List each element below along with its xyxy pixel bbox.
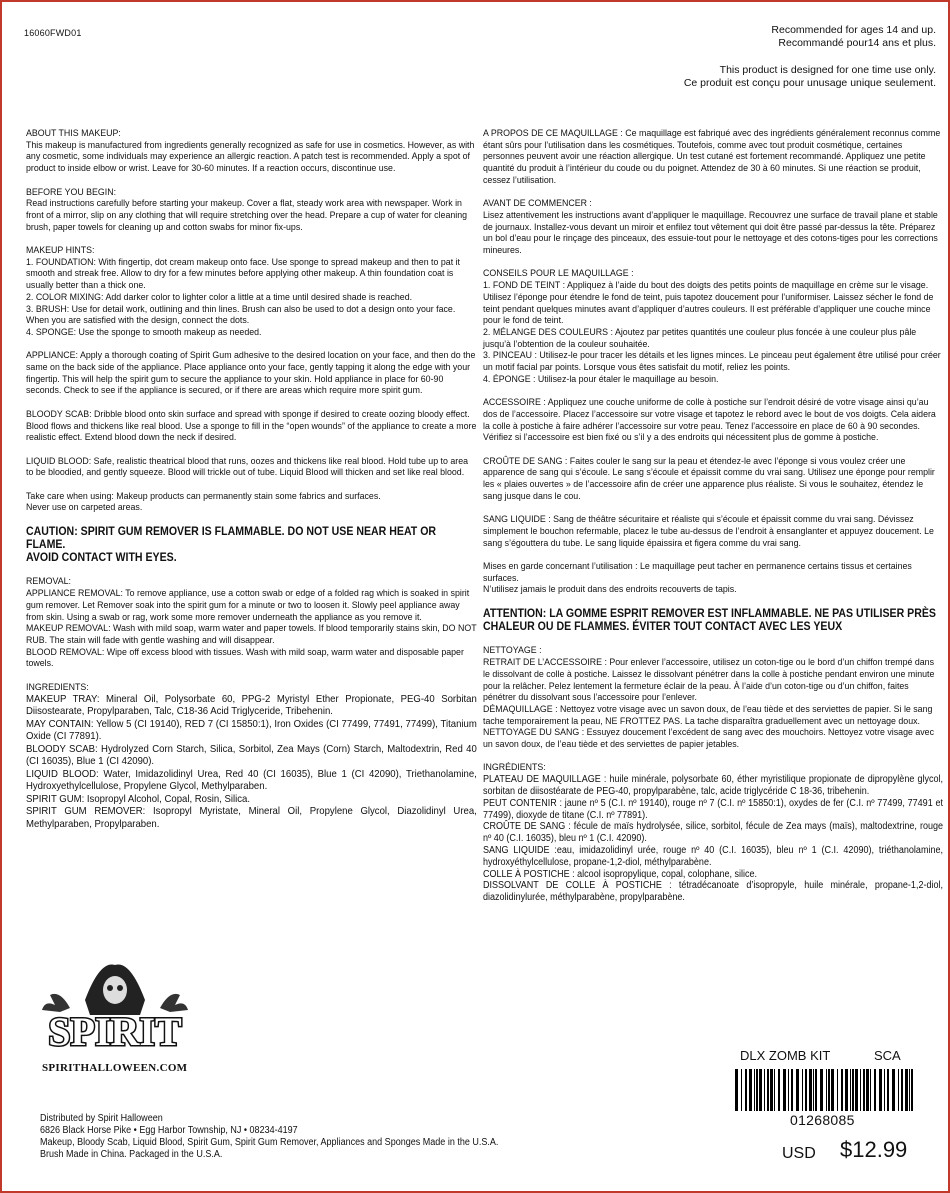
- origin-line-2: Brush Made in China. Packaged in the U.S.A.: [40, 1149, 223, 1160]
- barcode-bar: [820, 1069, 823, 1111]
- ingredient-may-contain: MAY CONTAIN: Yellow 5 (CI 19140), RED 7 (CI 15850:1), Iron Oxides (CI 77499, 77491, 77499), Titanium Oxide (CI 77891).: [26, 718, 477, 742]
- barcode-bar: [749, 1069, 752, 1111]
- barcode-bar: [774, 1069, 775, 1111]
- barcode-bar: [898, 1069, 899, 1111]
- fr-about: A PROPOS DE CE MAQUILLAGE : Ce maquillage est fabriqué avec des ingrédients généralement reconnus comme étant sûrs pour l’utilisation dans les cosmétiques. Toutefois, comme avec tout produit cosmétique, certaines personnes peuvent avoir une réaction allergique. Un test cutané est fortement recommandé. Appliquez une petite quantité du produit à l’intérieur du coude ou du poignet. Attendez de 30 à 60 minutes. Si une réaction se produit, cessez l’utilisation.: [483, 128, 941, 186]
- barcode-bar: [778, 1069, 780, 1111]
- barcode-bar: [845, 1069, 848, 1111]
- barcode-bar: [874, 1069, 876, 1111]
- barcode-bar: [855, 1069, 858, 1111]
- hint-foundation: 1. FOUNDATION: With fingertip, dot cream makeup onto face. Use sponge to spread makeup and then to pat it smooth and streak free. Allow to dry for a few minutes before applying other makeup. A thin foundation coat is usually better than a thick one.: [26, 256, 461, 292]
- liquid-blood-text: LIQUID BLOOD: Safe, realistic theatrical blood that runs, oozes and thickens like real blood. Hold tube up to area to be bloodied, and gently squeeze. Blood will trickle out of tube. Liquid Blood will thicken and set like real blood.: [26, 455, 469, 479]
- barcode-bar: [759, 1069, 762, 1111]
- ingredients-heading: INGREDIENTS:: [26, 681, 89, 693]
- appliance-removal: APPLIANCE REMOVAL: To remove appliance, use a cotton swab or edge of a folded rag which is soaked in spirit gum remover. Let Remover soak into the spirit gum for a minute or two to loosen it. Slowly peel appliance away from skin. Using a swab or rag, work some more remover underneath the appliance as you remove it.: [26, 588, 470, 623]
- barcode-bar: [892, 1069, 895, 1111]
- price: $12.99: [840, 1137, 908, 1162]
- fr-ingredient-plateau: PLATEAU DE MAQUILLAGE : huile minérale, polysorbate 60, éther myristilique propionate de dipropylène glycol, sorbitan de diisostéarate de PEG-40, propylparabène, talc, acide triglycéride C 18-36, tribehenin.: [483, 774, 943, 797]
- fr-ingredient-colle: COLLE À POSTICHE : alcool isopropylique, copal, colophane, silice.: [483, 868, 758, 880]
- french-column: [483, 128, 943, 904]
- distributor-address: 6826 Black Horse Pike • Egg Harbor Township, NJ • 08234-4197: [40, 1125, 298, 1136]
- fr-ingredient-dissolvant: DISSOLVANT DE COLLE À POSTICHE : tétradécanoate d’isopropyle, huile minérale, propane-1,2-diol, diazolidinylurée, méthylparabène, propylparabène.: [483, 880, 943, 904]
- barcode-bar: [884, 1069, 885, 1111]
- barcode-bar: [901, 1069, 903, 1111]
- barcode-bar: [905, 1069, 908, 1111]
- blood-removal: BLOOD REMOVAL: Wipe off excess blood with tissues. Wash with mild soap, warm water and disposable paper towels.: [26, 646, 464, 670]
- makeup-removal: MAKEUP REMOVAL: Wash with mild soap, warm water and paper towels. If blood temporarily stains skin, DO NOT RUB. The stain will fade with gentle washing and will disappear.: [26, 623, 477, 646]
- before-heading: BEFORE YOU BEGIN:: [26, 186, 117, 198]
- barcode-bar: [909, 1069, 910, 1111]
- kit-name: DLX ZOMB KIT: [740, 1048, 831, 1063]
- barcode-bar: [837, 1069, 838, 1111]
- hint-sponge: 4. SPONGE: Use the sponge to smooth makeup as needed.: [26, 326, 262, 338]
- barcode-bar: [860, 1069, 861, 1111]
- age-recommendation: [771, 24, 936, 50]
- barcode-bar: [791, 1069, 793, 1111]
- barcode-bar: [826, 1069, 827, 1111]
- fr-retrait: RETRAIT DE L’ACCESSOIRE : Pour enlever l’accessoire, utilisez un coton-tige ou le bord d’un chiffon trempé dans le dissolvant de colle à postiche. Laissez le dissolvant pénétrer dans la colle à postiche pendant environ une minute pour la relâcher. Pelez lentement la fermeture éclair de la peau. À l’aide d’un coton-tige ou d’un chiffon, faites pénétrer du dissolvant sous l’accessoire pour l’enlever.: [483, 657, 935, 704]
- barcode-bar: [841, 1069, 843, 1111]
- barcode: [733, 1069, 918, 1111]
- barcode-bar: [741, 1069, 742, 1111]
- upc-number: 01268085: [790, 1112, 855, 1128]
- barcode-bar: [813, 1069, 814, 1111]
- barcode-bar: [770, 1069, 773, 1111]
- fr-ingredients-heading: INGRÉDIENTS:: [483, 762, 546, 774]
- once-en: This product is designed for one time use only.: [719, 64, 936, 76]
- currency: USD: [782, 1145, 816, 1162]
- ingredient-bloody-scab: BLOODY SCAB: Hydrolyzed Corn Starch, Silica, Sorbitol, Zea Mays (Corn) Starch, Maltodextrin, Red 40 (CI 16035), Blue 1 (CI 42090).: [26, 743, 477, 767]
- barcode-bar: [745, 1069, 747, 1111]
- fr-hint-foundation: 1. FOND DE TEINT : Appliquez à l’aide du bout des doigts des petits points de maquillage en crème sur le visage. Utilisez l’éponge pour étendre le fond de teint, puis tapotez doucement pour l’uniformiser. Laissez sécher le fond de teint pendant quelques minutes avant d’appliquer d’autres couleurs. Il est préférable d’appliquer une couche mince pour le fond de teint.: [483, 280, 934, 327]
- barcode-bar: [815, 1069, 817, 1111]
- bloody-scab-text: BLOODY SCAB: Dribble blood onto skin surface and spread with sponge if desired to create oozing bloody effect. Blood flows and thickens like real blood. Use a sponge to fill in the “open wounds” of the appliance to create a more realistic effect. Extend blood down the neck if desired.: [26, 408, 477, 444]
- barcode-bar: [866, 1069, 869, 1111]
- ingredient-spirit-gum: SPIRIT GUM: Isopropyl Alcohol, Copal, Rosin, Silica.: [26, 793, 251, 805]
- single-use-notice: [684, 64, 936, 90]
- appliance-text: APPLIANCE: Apply a thorough coating of Spirit Gum adhesive to the desired location on your face, and then do the same on the back side of the appliance. Place appliance onto your face, gently tapping it along the edge with your fingertip. This will help the spirit gum to secure the appliance to your skin. Hold appliance in place for 60-90 seconds. Check to see if the appliance is secured, or if there are areas which require more spirit gum.: [26, 350, 476, 397]
- fr-hint-sponge: 4. ÉPONGE : Utilisez-la pour étaler le maquillage au besoin.: [483, 373, 719, 385]
- barcode-bar: [754, 1069, 755, 1111]
- about-heading: ABOUT THIS MAKEUP:: [26, 128, 121, 139]
- before-body: Read instructions carefully before starting your makeup. Cover a flat, steady work area with newspaper. Work in front of a mirror, slip on any clothing that will require stretching over the head. Prepare a cup of water for cleaning brush, paper towels for cleaning up and cotton swabs for minor fix-ups.: [26, 198, 468, 233]
- distributor-name: Distributed by Spirit Halloween: [40, 1113, 163, 1124]
- fr-nettoyage-heading: NETTOYAGE :: [483, 645, 542, 657]
- fr-garde: Mises en garde concernant l’utilisation : Le maquillage peut tacher en permanence certains tissus et certaines surfaces.: [483, 560, 912, 584]
- reaper-skull-icon: [103, 976, 127, 1004]
- barcode-bar: [756, 1069, 758, 1111]
- fr-croute: CROÛTE DE SANG : Faites couler le sang sur la peau et étendez-le avec l’éponge si vous voulez créer une apparence de sang qui s’écoule. Le sang s’écoule et épaissit comme du vrai sang. Utilisez une éponge pour remplir les « plaies ouvertes » de l’accessoire afin de créer une apparence plus réaliste. Si vous le souhaitez, étendez le sang jusque dans le cou.: [483, 455, 935, 502]
- hint-color-mixing: 2. COLOR MIXING: Add darker color to lighter color a little at a time until desired shade is reached.: [26, 291, 413, 303]
- barcode-bar: [828, 1069, 830, 1111]
- barcode-bar: [911, 1069, 913, 1111]
- barcode-bar: [764, 1069, 765, 1111]
- barcode-bar: [802, 1069, 803, 1111]
- age-en: Recommended for ages 14 and up.: [771, 24, 936, 36]
- about-body: This makeup is manufactured from ingredients generally recognized as safe for use in cosmetics. However, as with any cosmetic, some individuals may experience an allergic reaction. A patch test is recommended. Apply a spot of product to inside elbow or wrist. Leave for 30-60 minutes. If a reaction occurs, discontinue use.: [26, 139, 475, 175]
- barcode-bar: [805, 1069, 807, 1111]
- fr-attention: ATTENTION: LA GOMME ESPRIT REMOVER EST INFLAMMABLE. NE PAS UTILISER PRÈS CHALEUR OU DE FLAMMES. ÉVITER TOUT CONTACT AVEC LES YEUX: [483, 607, 936, 633]
- age-fr: Recommandé pour14 ans et plus.: [778, 37, 936, 49]
- dept-code: SCA: [874, 1048, 901, 1063]
- removal-heading: REMOVAL:: [26, 576, 71, 588]
- once-fr: Ce produit est conçu pour unusage unique seulement.: [683, 77, 936, 89]
- fr-tapis: N’utilisez jamais le produit dans des endroits recouverts de tapis.: [483, 584, 737, 596]
- barcode-bar: [783, 1069, 786, 1111]
- barcode-bar: [767, 1069, 769, 1111]
- distributor-info: [40, 1113, 498, 1161]
- barcode-bar: [788, 1069, 789, 1111]
- ingredient-gum-remover: SPIRIT GUM REMOVER: Isopropyl Myristate, Mineral Oil, Propylene Glycol, Diazolidinyl Urea, Methylparaben, Propylparaben.: [26, 806, 477, 830]
- barcode-bar: [850, 1069, 851, 1111]
- fr-nettoyage-sang: NETTOYAGE DU SANG : Essuyez doucement l’excédent de sang avec des mouchoirs. Nettoyez votre visage avec un savon doux, de l’eau tiède et des serviettes de papier jetables.: [483, 727, 935, 751]
- barcode-bar: [870, 1069, 871, 1111]
- spirit-logo: [30, 960, 200, 1055]
- logo-wordmark: SPIRIT: [48, 1009, 182, 1054]
- caution-line-1: CAUTION: SPIRIT GUM REMOVER IS FLAMMABLE. DO NOT USE NEAR HEAT OR FLAME.: [26, 525, 437, 551]
- barcode-bar: [796, 1069, 799, 1111]
- ingredient-makeup-tray: MAKEUP TRAY: Mineral Oil, Polysorbate 60, PPG-2 Myristyl Ether Propionate, PEG-40 Sorbitan Diisostearate, Propylparaben, Talc, C18-36 Acid Triglyceride, Tribehenin.: [26, 693, 477, 717]
- fr-hints-heading: CONSEILS POUR LE MAQUILLAGE :: [483, 268, 634, 280]
- fr-ingredient-sang: SANG LIQUIDE :eau, imidazolidinyl urée, rouge nº 40 (C.I. 16035), bleu nº 1 (C.I. 42090), triéthanolamine, hydroxyéthylcellulose, propane-1,2-diol, méthylparabène.: [483, 844, 943, 868]
- caution-line-2: AVOID CONTACT WITH EYES.: [26, 551, 177, 564]
- ingredient-liquid-blood: LIQUID BLOOD: Water, Imidazolidinyl Urea, Red 40 (CI 16035), Blue 1 (CI 42090), Triethanolamine, Hydroxyethylcellulose, Propylene Glycol, Methylparaben.: [26, 768, 477, 792]
- fr-hint-brush: 3. PINCEAU : Utilisez-le pour tracer les détails et les lignes minces. Le pinceau peut également être utilisé pour créer un motif facial par points. Lorsque vous êtes satisfait du motif, reliez les points.: [483, 350, 941, 374]
- hints-heading: MAKEUP HINTS:: [26, 245, 95, 256]
- fr-sang-liquide: SANG LIQUIDE : Sang de théâtre sécuritaire et réaliste qui s’écoule et épaissit comme du vrai sang. Dévissez simplement le bouchon refermable, placez le tube au-dessus de l’endroit à ensanglanter et appuyez doucement. Le sang s’égouttera du tube. Le sang liquide épaissira et figera comme du vrai sang.: [483, 514, 934, 549]
- carpet-warning: Never use on carpeted areas.: [26, 502, 143, 514]
- barcode-bar: [809, 1069, 812, 1111]
- fr-ingredient-croute: CROÛTE DE SANG : fécule de maïs hydrolysée, silice, sorbitol, fécule de Zea mays (maïs), maltodextrine, rouge nº 40 (C.I. 16035), bleu nº 1 (C.I. 42090).: [483, 821, 943, 845]
- fr-accessoire: ACCESSOIRE : Appliquez une couche uniforme de colle à postiche sur l’endroit désiré de votre visage ainsi qu’au dos de l’accessoire. Placez l’accessoire sur votre visage et tapotez le rebord avec le bout de vos doigts. Cela aidera la colle à postiche à faire adhérer l’accessoire sur votre peau. Tenez l’accessoire en place de 60 à 90 secondes. Vérifiez si l’accessoire est bien fixé ou s’il y a des endroits qui nécessitent plus de gomme à postiche.: [483, 397, 936, 444]
- care-text: Take care when using: Makeup products can permanently stain some fabrics and surfaces.: [26, 490, 381, 502]
- website-link[interactable]: SPIRITHALLOWEEN.COM: [42, 1062, 188, 1074]
- barcode-bar: [879, 1069, 882, 1111]
- fr-before-body: Lisez attentivement les instructions avant d’appliquer le maquillage. Recouvrez une surface de travail plane et stable de journaux. Installez-vous devant un miroir et enfilez tout vêtement qui doit être passé par-dessus la tête. Préparez un bol d’eau pour le rinçage des pinceaux, des essuie-tout pour le nettoyage et des cotons-tiges pour les corrections mineures.: [483, 209, 938, 257]
- origin-line-1: Makeup, Bloody Scab, Liquid Blood, Spirit Gum, Spirit Gum Remover, Appliances and Sponges Made in the U.S.A.: [40, 1137, 499, 1148]
- barcode-bar: [852, 1069, 854, 1111]
- barcode-bar: [831, 1069, 834, 1111]
- hint-brush: 3. BRUSH: Use for detail work, outlining and thin lines. Brush can also be used to dot a design onto your face. When you are satisfied with the design, connect the dots.: [26, 303, 456, 327]
- fr-ingredient-peut: PEUT CONTENIR : jaune nº 5 (C.I. nº 19140), rouge nº 7 (C.I. nº 15850:1), oxydes de fer (C.I. nº 77499, 77491 et 77499), dioxyde de titane (C.I. nº 77891).: [483, 797, 943, 821]
- barcode-bar: [887, 1069, 889, 1111]
- barcode-bar: [735, 1069, 738, 1111]
- fr-before-heading: AVANT DE COMMENCER :: [483, 198, 592, 210]
- fr-hint-color: 2. MÉLANGE DES COULEURS : Ajoutez par petites quantités une couleur plus foncée à une couleur plus pâle jusqu’à l’obtention de la couleur souhaitée.: [483, 326, 917, 350]
- product-code: 16060FWD01: [24, 28, 82, 38]
- barcode-bar: [863, 1069, 865, 1111]
- english-column: [26, 128, 477, 831]
- fr-demaquillage: DÉMAQUILLAGE : Nettoyez votre visage avec un savon doux, de l’eau tiède et des serviettes de papier. Si le sang tache temporairement la peau, NE FROTTEZ PAS. La tache disparaîtra graduellement avec un nettoyage doux.: [483, 703, 933, 727]
